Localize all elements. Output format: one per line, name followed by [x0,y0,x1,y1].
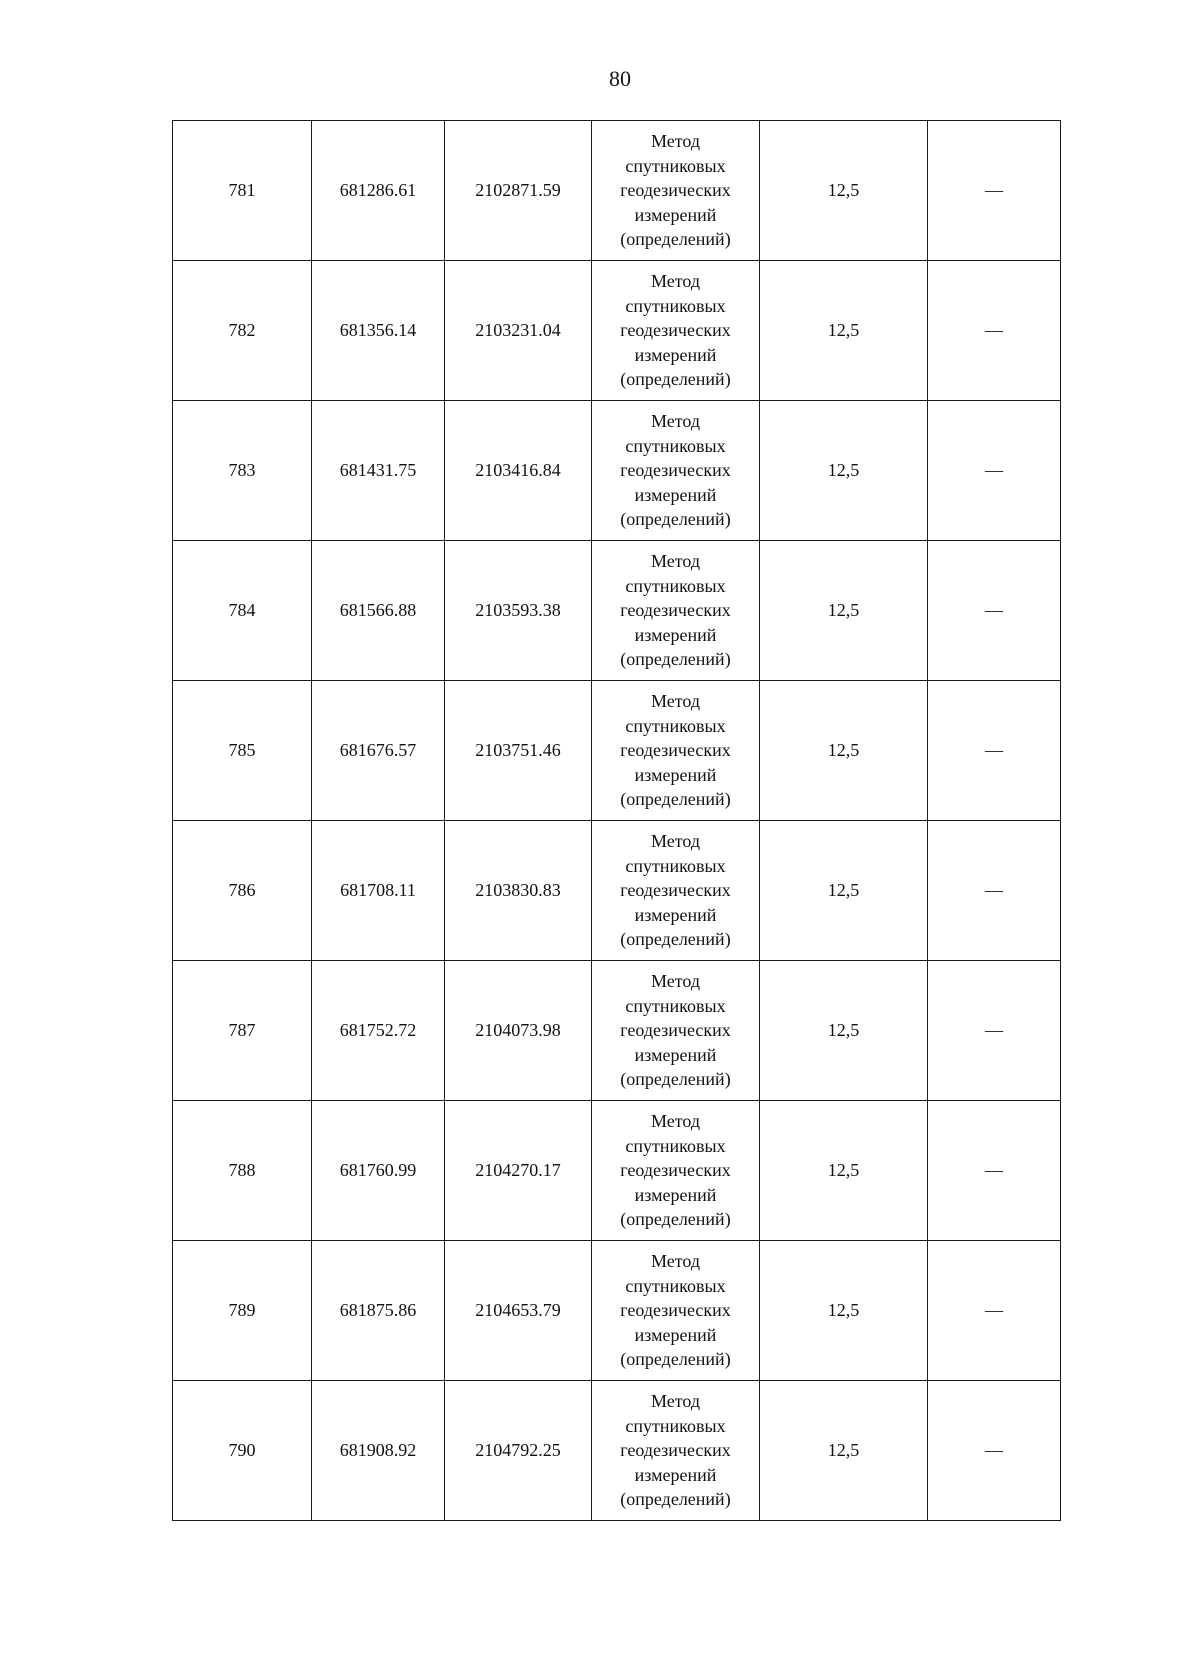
method-line: измерений [634,344,717,365]
method-line: (определений) [620,1209,731,1230]
x-coordinate-cell: 681566.88 [312,541,445,681]
method-line: измерений [634,904,717,925]
point-number-cell: 787 [173,961,312,1101]
method-line: спутниковых [625,715,726,736]
method-line: (определений) [620,649,731,670]
point-number-cell: 783 [173,401,312,541]
method-line: спутниковых [625,1275,726,1296]
method-line: геодезических [620,460,731,481]
method-cell [592,821,760,961]
description-cell: — [928,401,1061,541]
precision-cell: 12,5 [760,1241,928,1381]
table-row [173,681,1061,821]
x-coordinate-cell: 681708.11 [312,821,445,961]
description-cell: — [928,821,1061,961]
description-cell: — [928,1241,1061,1381]
method-line: Метод [650,831,701,852]
table-row [173,961,1061,1101]
method-line: геодезических [620,1300,731,1321]
point-number-cell: 781 [173,121,312,261]
method-line: геодезических [620,180,731,201]
method-cell [592,121,760,261]
method-line: Метод [650,691,701,712]
method-line: геодезических [620,1440,731,1461]
method-line: (определений) [620,1489,731,1510]
y-coordinate-cell: 2102871.59 [445,121,592,261]
method-line: Метод [650,971,701,992]
method-cell [592,1241,760,1381]
method-line: спутниковых [625,1415,726,1436]
x-coordinate-cell: 681760.99 [312,1101,445,1241]
table-row [173,1101,1061,1241]
x-coordinate-cell: 681752.72 [312,961,445,1101]
method-line: (определений) [620,1349,731,1370]
x-coordinate-cell: 681908.92 [312,1381,445,1521]
method-cell [592,681,760,821]
description-cell: — [928,1101,1061,1241]
precision-cell: 12,5 [760,961,928,1101]
method-line: (определений) [620,229,731,250]
coordinates-table [172,120,1061,1521]
y-coordinate-cell: 2103593.38 [445,541,592,681]
method-line: измерений [634,204,717,225]
y-coordinate-cell: 2104792.25 [445,1381,592,1521]
table-row [173,541,1061,681]
method-cell [592,1101,760,1241]
x-coordinate-cell: 681431.75 [312,401,445,541]
method-cell [592,261,760,401]
method-line: Метод [650,411,701,432]
point-number-cell: 784 [173,541,312,681]
method-line: спутниковых [625,855,726,876]
precision-cell: 12,5 [760,261,928,401]
method-line: (определений) [620,369,731,390]
x-coordinate-cell: 681676.57 [312,681,445,821]
precision-cell: 12,5 [760,1381,928,1521]
table-row [173,821,1061,961]
point-number-cell: 785 [173,681,312,821]
method-line: Метод [650,131,701,152]
y-coordinate-cell: 2104270.17 [445,1101,592,1241]
table-row [173,1381,1061,1521]
method-line: спутниковых [625,295,726,316]
method-line: Метод [650,271,701,292]
point-number-cell: 786 [173,821,312,961]
description-cell: — [928,1381,1061,1521]
y-coordinate-cell: 2103231.04 [445,261,592,401]
y-coordinate-cell: 2103830.83 [445,821,592,961]
method-line: геодезических [620,320,731,341]
method-line: Метод [650,1251,701,1272]
method-line: измерений [634,1184,717,1205]
point-number-cell: 789 [173,1241,312,1381]
y-coordinate-cell: 2103751.46 [445,681,592,821]
precision-cell: 12,5 [760,401,928,541]
y-coordinate-cell: 2104653.79 [445,1241,592,1381]
method-line: измерений [634,484,717,505]
method-line: измерений [634,1044,717,1065]
coordinates-table-body [173,121,1061,1521]
method-line: Метод [650,551,701,572]
method-line: спутниковых [625,155,726,176]
method-line: геодезических [620,880,731,901]
method-cell [592,961,760,1101]
table-row [173,1241,1061,1381]
description-cell: — [928,121,1061,261]
method-line: спутниковых [625,1135,726,1156]
y-coordinate-cell: 2104073.98 [445,961,592,1101]
method-line: (определений) [620,509,731,530]
x-coordinate-cell: 681875.86 [312,1241,445,1381]
x-coordinate-cell: 681286.61 [312,121,445,261]
method-line: измерений [634,764,717,785]
method-line: измерений [634,1464,717,1485]
page-number: 80 [609,66,631,91]
precision-cell: 12,5 [760,681,928,821]
method-line: геодезических [620,600,731,621]
method-line: геодезических [620,1160,731,1181]
method-line: Метод [650,1391,701,1412]
table-row [173,261,1061,401]
x-coordinate-cell: 681356.14 [312,261,445,401]
method-line: спутниковых [625,995,726,1016]
description-cell: — [928,261,1061,401]
table-row [173,121,1061,261]
description-cell: — [928,541,1061,681]
precision-cell: 12,5 [760,821,928,961]
method-line: измерений [634,624,717,645]
description-cell: — [928,961,1061,1101]
method-line: спутниковых [625,435,726,456]
precision-cell: 12,5 [760,121,928,261]
y-coordinate-cell: 2103416.84 [445,401,592,541]
method-line: геодезических [620,1020,731,1041]
point-number-cell: 788 [173,1101,312,1241]
precision-cell: 12,5 [760,1101,928,1241]
method-line: измерений [634,1324,717,1345]
method-cell [592,401,760,541]
method-line: (определений) [620,1069,731,1090]
description-cell: — [928,681,1061,821]
point-number-cell: 782 [173,261,312,401]
method-line: (определений) [620,929,731,950]
method-line: (определений) [620,789,731,810]
table-row [173,401,1061,541]
method-cell [592,1381,760,1521]
precision-cell: 12,5 [760,541,928,681]
method-line: Метод [650,1111,701,1132]
point-number-cell: 790 [173,1381,312,1521]
method-line: спутниковых [625,575,726,596]
method-line: геодезических [620,740,731,761]
method-cell [592,541,760,681]
